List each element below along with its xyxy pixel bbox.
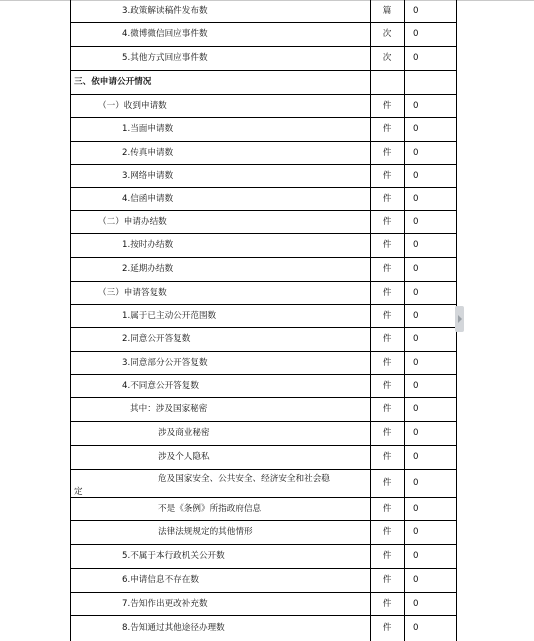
row-unit: 件 <box>382 452 392 462</box>
row-unit: 篇 <box>382 6 392 16</box>
row-value: 0 <box>413 6 419 16</box>
row-unit: 件 <box>382 623 392 633</box>
row-unit: 件 <box>382 124 392 134</box>
row-label: 涉及个人隐私 <box>158 452 210 462</box>
row-divider <box>70 568 457 569</box>
row-unit: 件 <box>382 310 392 321</box>
row-divider <box>70 469 457 470</box>
row-divider <box>70 544 457 545</box>
row-label: （一）收到申请数 <box>98 100 167 111</box>
row-unit: 件 <box>382 100 392 111</box>
row-value: 0 <box>413 29 419 39</box>
row-label: 6.申请信息不存在数 <box>122 575 199 585</box>
row-divider <box>70 497 457 498</box>
row-label: 1.属于已主动公开范围数 <box>122 310 217 321</box>
row-divider <box>70 210 457 211</box>
row-divider <box>70 70 457 71</box>
row-value: 0 <box>413 310 419 321</box>
row-value: 0 <box>413 452 419 462</box>
row-value: 0 <box>413 503 419 514</box>
row-value: 0 <box>413 404 419 414</box>
row-divider <box>70 327 457 328</box>
row-value: 0 <box>413 478 419 488</box>
row-value: 0 <box>413 623 419 633</box>
row-label: 涉及商业秘密 <box>158 428 210 438</box>
row-value: 0 <box>413 216 419 227</box>
row-unit: 次 <box>382 29 392 39</box>
row-divider <box>70 397 457 398</box>
row-divider <box>70 187 457 188</box>
row-unit: 件 <box>382 357 392 368</box>
row-unit: 件 <box>382 380 392 391</box>
row-divider <box>70 257 457 258</box>
side-scroll-handle[interactable] <box>455 306 464 332</box>
row-unit: 件 <box>382 193 392 204</box>
row-label: 7.告知作出更改补充数 <box>122 598 208 609</box>
row-label: 其中：涉及国家秘密 <box>130 404 208 414</box>
row-divider <box>70 233 457 234</box>
row-label: 危及国家安全、公共安全、经济安全和社会稳 <box>158 474 330 484</box>
row-unit: 件 <box>382 287 392 298</box>
row-value: 0 <box>413 53 419 63</box>
row-value: 0 <box>413 575 419 585</box>
row-divider <box>70 94 457 95</box>
row-value: 0 <box>413 380 419 391</box>
row-label: （三）申请答复数 <box>98 287 167 298</box>
row-value: 0 <box>413 147 419 158</box>
row-value: 0 <box>413 598 419 609</box>
row-value: 0 <box>413 428 419 438</box>
row-divider <box>70 22 457 23</box>
row-value: 0 <box>413 527 419 537</box>
row-label: 三、依申请公开情况 <box>74 77 152 87</box>
row-unit: 件 <box>382 478 392 488</box>
row-label: 3.政策解读稿件发布数 <box>122 6 208 16</box>
row-divider <box>70 351 457 352</box>
row-divider <box>70 46 457 47</box>
row-unit: 件 <box>382 428 392 438</box>
row-unit: 件 <box>382 575 392 585</box>
row-divider <box>70 304 457 305</box>
row-divider <box>70 374 457 375</box>
row-unit: 件 <box>382 147 392 158</box>
row-label: 5.不属于本行政机关公开数 <box>122 551 225 561</box>
row-divider <box>70 281 457 282</box>
row-value: 0 <box>413 100 419 111</box>
row-unit: 件 <box>382 264 392 274</box>
row-label: 5.其他方式回应事件数 <box>122 53 208 63</box>
row-value: 0 <box>413 551 419 561</box>
row-unit: 件 <box>382 334 392 344</box>
row-unit: 件 <box>382 240 392 250</box>
row-divider <box>70 141 457 142</box>
row-label: 法律法规规定的其他情形 <box>158 527 253 537</box>
row-value: 0 <box>413 287 419 298</box>
row-unit: 件 <box>382 216 392 227</box>
row-value: 0 <box>413 124 419 134</box>
row-label: 4.微博微信回应事件数 <box>122 29 208 39</box>
row-value: 0 <box>413 264 419 274</box>
row-unit: 件 <box>382 170 392 181</box>
row-value: 0 <box>413 240 419 250</box>
row-divider <box>70 520 457 521</box>
row-divider <box>70 421 457 422</box>
row-unit: 次 <box>382 53 392 63</box>
row-divider <box>70 117 457 118</box>
row-divider <box>70 164 457 165</box>
row-label: 不是《条例》所指政府信息 <box>158 503 262 514</box>
row-value: 0 <box>413 357 419 368</box>
row-label: 2.传真申请数 <box>122 147 174 158</box>
row-label: 2.同意公开答复数 <box>122 334 191 344</box>
row-label: 3.同意部分公开答复数 <box>122 357 208 368</box>
row-value: 0 <box>413 193 419 204</box>
row-divider <box>70 445 457 446</box>
row-label: 4.信函申请数 <box>122 193 174 204</box>
row-label: 3.网络申请数 <box>122 170 174 181</box>
row-unit: 件 <box>382 598 392 609</box>
row-label: 1.按时办结数 <box>122 240 174 250</box>
row-unit: 件 <box>382 404 392 414</box>
row-unit: 件 <box>382 503 392 514</box>
top-edge <box>0 0 534 1</box>
row-divider <box>70 592 457 593</box>
row-divider <box>70 615 457 616</box>
row-label: 8.告知通过其他途径办理数 <box>122 623 225 633</box>
row-label: 4.不同意公开答复数 <box>122 380 199 391</box>
row-unit: 件 <box>382 551 392 561</box>
row-unit: 件 <box>382 527 392 537</box>
row-value: 0 <box>413 334 419 344</box>
row-label: 1.当面申请数 <box>122 124 174 134</box>
row-label-continued: 定 <box>74 487 83 497</box>
row-value: 0 <box>413 170 419 181</box>
row-label: 2.延期办结数 <box>122 264 174 274</box>
row-label: （二）申请办结数 <box>98 216 167 227</box>
